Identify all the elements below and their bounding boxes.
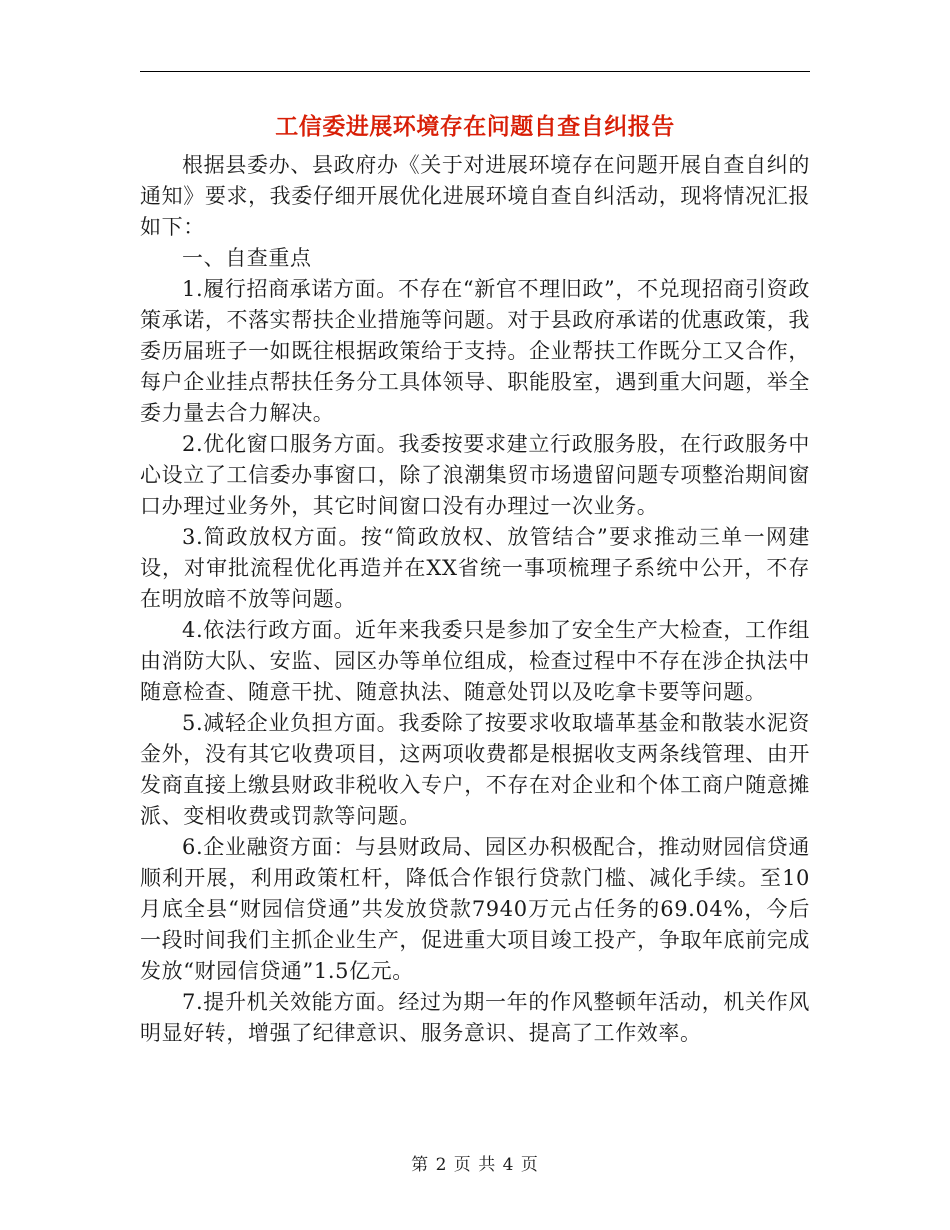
paragraph-intro: 根据县委办、县政府办《关于对进展环境存在问题开展自查自纠的通知》要求，我委仔细开展优化进展环境自查自纠活动，现将情况汇报如下： <box>140 153 810 239</box>
paragraph-item-7: 7.提升机关效能方面。经过为期一年的作风整顿年活动，机关作风明显好转，增强了纪律意识、服务意识、提高了工作效率。 <box>140 990 810 1045</box>
section-heading: 一、自查重点 <box>182 246 312 270</box>
page-footer: 第 2 页 共 4 页 <box>411 1155 539 1175</box>
document-body <box>140 150 810 1049</box>
paragraph-item-5: 5.减轻企业负担方面。我委除了按要求收取墙革基金和散装水泥资金外，没有其它收费项目，这两项收费都是根据收支两条线管理、由开发商直接上缴县财政非税收入专户，不存在对企业和个体工商户随意摊派、变相收费或罚款等问题。 <box>140 711 810 828</box>
paragraph-item-1: 1.履行招商承诺方面。不存在“新官不理旧政”，不兑现招商引资政策承诺，不落实帮扶企业措施等问题。对于县政府承诺的优惠政策，我委历届班子一如既往根据政策给于支持。企业帮扶工作既分工又合作，每户企业挂点帮扶任务分工具体领导、职能股室，遇到重大问题，举全委力量去合力解决。 <box>140 277 810 425</box>
document-title: 工信委进展环境存在问题自查自纠报告 <box>275 113 675 140</box>
header-rule <box>140 71 810 72</box>
paragraph-item-6: 6.企业融资方面：与县财政局、园区办积极配合，推动财园信贷通顺利开展，利用政策杠杆，降低合作银行贷款门槛、减化手续。至10月底全县“财园信贷通”共发放贷款7940万元占任务的69.04%，今后一段时间我们主抓企业生产，促进重大项目竣工投产，争取年底前完成发放“财园信贷通”1.5亿元。 <box>140 835 810 983</box>
paragraph-item-3: 3.简政放权方面。按“简政放权、放管结合”要求推动三单一网建设，对审批流程优化再造并在XX省统一事项梳理子系统中公开，不存在明放暗不放等问题。 <box>140 525 810 611</box>
paragraph-item-4: 4.依法行政方面。近年来我委只是参加了安全生产大检查，工作组由消防大队、安监、园区办等单位组成，检查过程中不存在涉企执法中随意检查、随意干扰、随意执法、随意处罚以及吃拿卡要等问题。 <box>140 618 810 704</box>
paragraph-item-2: 2.优化窗口服务方面。我委按要求建立行政服务股，在行政服务中心设立了工信委办事窗口，除了浪潮集贸市场遗留问题专项整治期间窗口办理过业务外，其它时间窗口没有办理过一次业务。 <box>140 432 810 518</box>
